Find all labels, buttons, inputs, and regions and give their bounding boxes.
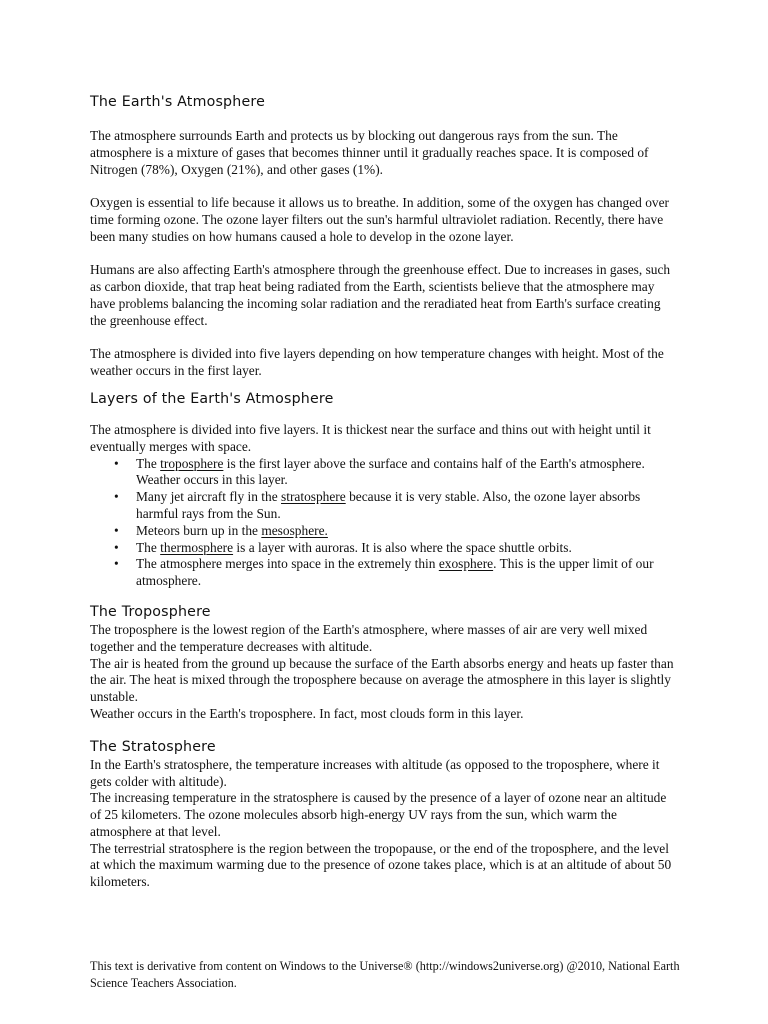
troposphere-paragraph-3: Weather occurs in the Earth's troposphere. In fact, most clouds form in this layer.: [90, 705, 524, 721]
bullet: •: [114, 489, 119, 505]
intro-paragraph-4: The atmosphere is divided into five layers depending on how temperature changes with height. Most of the weather occurs in the first layer.: [90, 346, 664, 379]
term-mesosphere: mesosphere.: [261, 522, 328, 538]
intro-paragraph-2: Oxygen is essential to life because it allows us to breathe. In addition, some of the oxygen has changed over time forming ozone. The ozone layer filters out the sun's harmful ultraviolet radiation. Recently, there have been many studies on how humans caused a hole to develop in the ozone layer.: [90, 195, 669, 244]
bullet: •: [114, 539, 119, 555]
stratosphere-heading: The Stratosphere: [90, 738, 216, 755]
bullet: •: [114, 522, 119, 538]
layers-list: [90, 456, 680, 590]
source-attribution: This text is derivative from content on Windows to the Universe® (http://windows2universe.org) @2010, National Earth Science Teachers Association.: [90, 959, 680, 990]
page-title: The Earth's Atmosphere: [90, 94, 266, 110]
document-body: [90, 92, 680, 891]
troposphere-heading: The Troposphere: [90, 603, 211, 620]
list-item: • The troposphere is the first layer above the surface and contains half of the Earth's atmosphere. Weather occurs in this layer.: [114, 455, 645, 488]
bullet: •: [114, 455, 119, 471]
stratosphere-paragraph-2: The increasing temperature in the stratosphere is caused by the presence of a layer of ozone near an altitude of 25 kilometers. The ozone molecules absorb high-energy UV rays from the sun, which warm the atmosphere at that level.: [90, 790, 667, 839]
term-exosphere: exosphere: [438, 556, 494, 572]
layers-intro: The atmosphere is divided into five layers. It is thickest near the surface and thins out with height until it eventually merges with space.: [90, 421, 651, 454]
list-item: • The thermosphere is a layer with auroras. It is also where the space shuttle orbits.: [114, 539, 572, 555]
troposphere-paragraph-2: The air is heated from the ground up because the surface of the Earth absorbs energy and heats up faster than the air. The heat is mixed through the troposphere because on average the atmosphere in this layer is slightly unstable.: [90, 655, 674, 705]
list-item: • Meteors burn up in the mesosphere.: [114, 522, 328, 538]
intro-paragraph-3: Humans are also affecting Earth's atmosphere through the greenhouse effect. Due to increases in gases, such as carbon dioxide, that trap heat being radiated from the Earth, scientists believe that the atmosphere may have problems balancing the incoming solar radiation and the reradiated heat from Earth's surface creating the greenhouse effect.: [90, 262, 671, 328]
term-troposphere: troposphere: [160, 455, 224, 471]
term-thermosphere: thermosphere: [160, 539, 234, 555]
term-stratosphere: stratosphere: [281, 489, 346, 505]
list-item: • The atmosphere merges into space in the extremely thin exosphere. This is the upper limit of our atmosphere.: [114, 556, 654, 589]
layers-heading: Layers of the Earth's Atmosphere: [90, 390, 334, 407]
intro-paragraph-1: The atmosphere surrounds Earth and protects us by blocking out dangerous rays from the sun. The atmosphere is a mixture of gases that becomes thinner until it gradually reaches space. It is composed of Nitrogen (78%), Oxygen (21%), and other gases (1%).: [90, 128, 649, 177]
list-item: • Many jet aircraft fly in the stratosphere because it is very stable. Also, the ozone layer absorbs harmful rays from the Sun.: [114, 489, 641, 521]
stratosphere-paragraph-1: In the Earth's stratosphere, the temperature increases with altitude (as opposed to the troposphere, where it gets colder with altitude).: [90, 756, 660, 789]
troposphere-paragraph-1: The troposphere is the lowest region of the Earth's atmosphere, where masses of air are very well mixed together and the temperature decreases with altitude.: [90, 621, 648, 654]
stratosphere-paragraph-3: The terrestrial stratosphere is the region between the tropopause, or the end of the troposphere, and the level at which the maximum warming due to the presence of ozone takes place, which is at an altitude of about 50 kilometers.: [90, 840, 672, 890]
bullet: •: [114, 556, 119, 572]
